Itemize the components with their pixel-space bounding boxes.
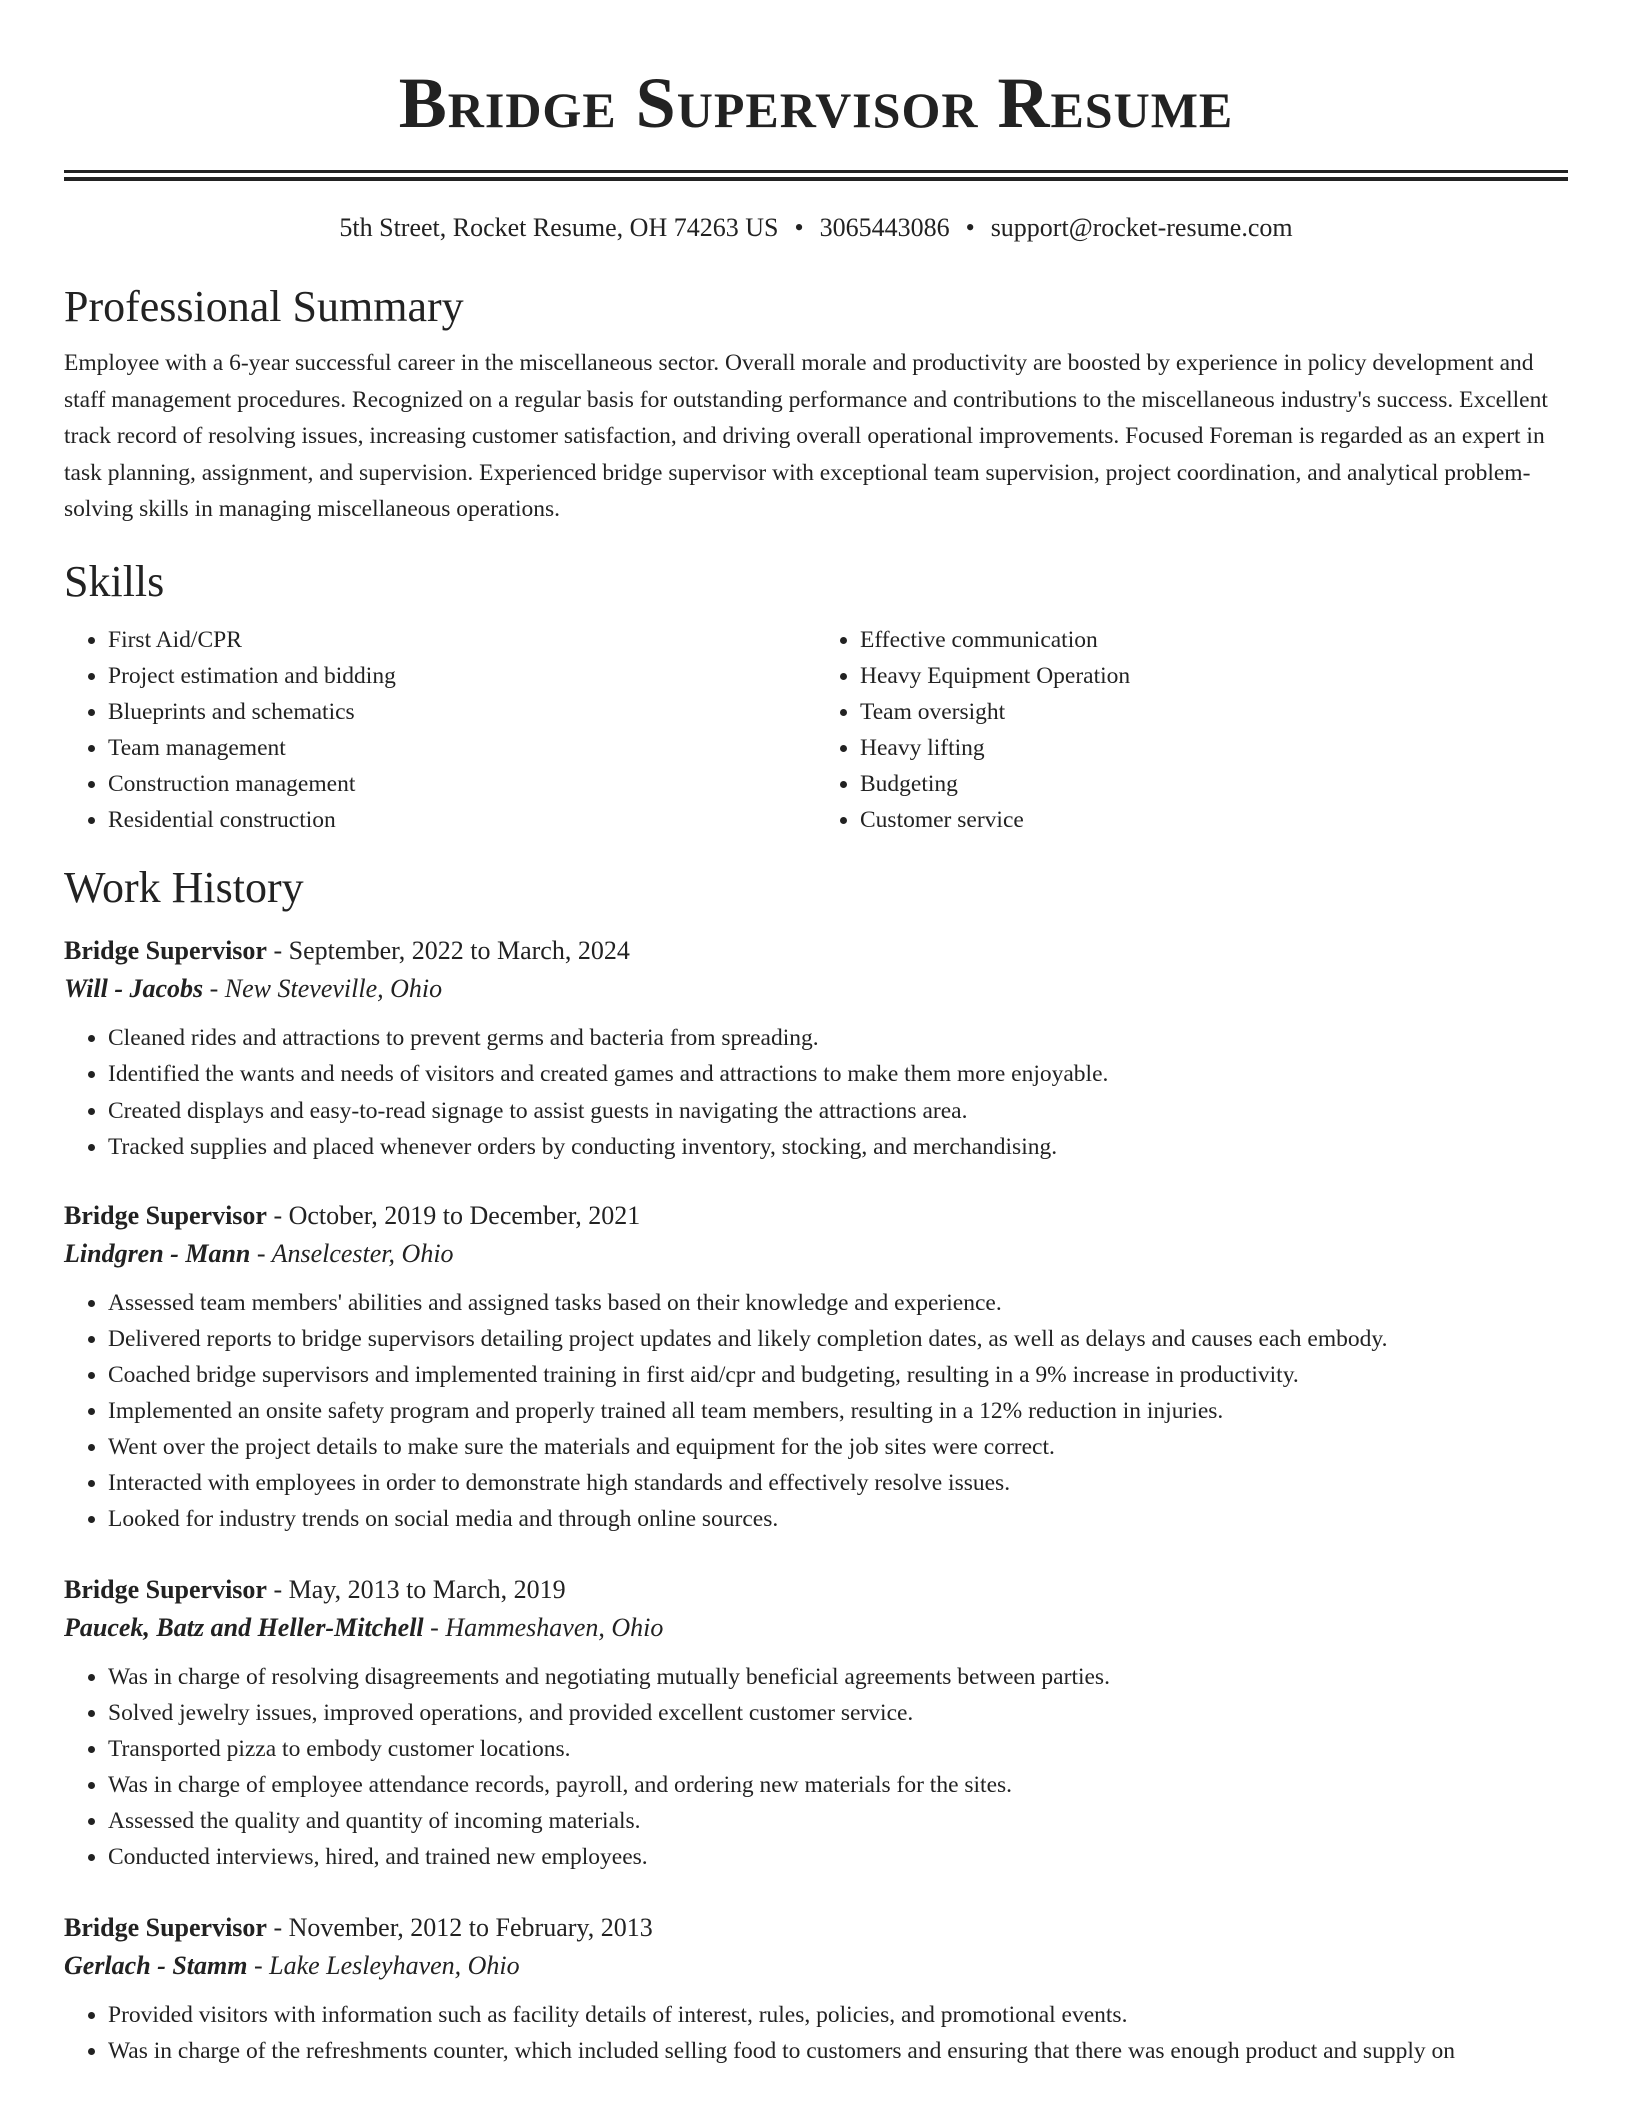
job-duties [64,1020,1568,1165]
job-dates: - September, 2022 to March, 2024 [266,935,630,965]
skills-column-right [816,622,1568,838]
job-duty: • Tracked supplies and placed whenever orders by conducting inventory, stocking, and merchandising. [108,1129,1568,1165]
skill-item: • Heavy lifting [860,730,1568,766]
job-company-line [64,1235,1568,1273]
skill-item: • Customer service [860,802,1568,838]
job-duty: • Created displays and easy-to-read signage to assist guests in navigating the attractions area. [108,1093,1568,1129]
work-history-heading: Work History [64,862,304,912]
job-dates: - May, 2013 to March, 2019 [266,1574,566,1604]
job-duty: • Conducted interviews, hired, and trained new employees. [108,1839,1568,1875]
job-role: Bridge Supervisor [64,1912,267,1942]
job-title-line [64,1197,1568,1235]
contact-address: 5th Street, Rocket Resume, OH 74263 US [339,213,779,242]
job-location: - New Steveville, Ohio [203,973,443,1003]
skill-item: • Team management [108,730,816,766]
job-duty: • Assessed team members' abilities and assigned tasks based on their knowledge and experience. [108,1285,1568,1321]
job-duty: • Transported pizza to embody customer locations. [108,1731,1568,1767]
job-duty: • Implemented an onsite safety program and properly trained all team members, resulting in a 12% reduction in injuries. [108,1393,1568,1429]
job-location: - Anselcester, Ohio [250,1238,454,1268]
contact-phone: 3065443086 [819,213,950,242]
contact-email: support@rocket-resume.com [990,213,1293,242]
skill-item: • First Aid/CPR [108,622,816,658]
job-duty: • Provided visitors with information such as facility details of interest, rules, policies, and promotional events. [108,1997,1568,2033]
job-duties [64,1285,1568,1537]
job-role: Bridge Supervisor [64,1200,267,1230]
job-role: Bridge Supervisor [64,1574,267,1604]
job-duty: • Assessed the quality and quantity of incoming materials. [108,1803,1568,1839]
job-title-line [64,932,1568,970]
skill-item: • Heavy Equipment Operation [860,658,1568,694]
job-duty: • Looked for industry trends on social media and through online sources. [108,1501,1568,1537]
job-title-line [64,1909,1568,1947]
skill-item: • Team oversight [860,694,1568,730]
job-entry [64,932,1568,1165]
job-duty: • Identified the wants and needs of visitors and created games and attractions to make them more enjoyable. [108,1056,1568,1092]
job-location: - Lake Lesleyhaven, Ohio [247,1950,520,1980]
job-company: Will - Jacobs [64,973,204,1003]
skill-item: • Budgeting [860,766,1568,802]
job-duties [64,1997,1568,2069]
job-duty: • Went over the project details to make sure the materials and equipment for the job sites were correct. [108,1429,1568,1465]
job-dates: - November, 2012 to February, 2013 [266,1912,653,1942]
job-title-line [64,1571,1568,1609]
skill-item: • Residential construction [108,802,816,838]
skills-column-left [64,622,816,838]
job-company: Lindgren - Mann [64,1238,251,1268]
contact-separator: • [794,213,804,242]
page-title: Bridge Supervisor Resume [398,63,1234,143]
job-role: Bridge Supervisor [64,935,267,965]
job-duty: • Solved jewelry issues, improved operations, and provided excellent customer service. [108,1695,1568,1731]
job-company: Gerlach - Stamm [64,1950,248,1980]
summary-text: Employee with a 6-year successful career in the miscellaneous sector. Overall morale and productivity are boosted by experience in policy development and staff management procedures. Recognized on a regular basis for outstanding performance and contributions to the miscellaneous industry's success. Excellent track record of resolving issues, increasing customer satisfaction, and driving overall operational improvements. Focused Foreman is regarded as an expert in task planning, assignment, and supervision. Experienced bridge supervisor with exceptional team supervision, project coordination, and analytical problem-solving skills in managing miscellaneous operations. [64,350,1548,522]
contact-line [64,211,1568,245]
job-duty: • Interacted with employees in order to demonstrate high standards and effectively resolve issues. [108,1465,1568,1501]
job-duty: • Coached bridge supervisors and implemented training in first aid/cpr and budgeting, resulting in a 9% increase in productivity. [108,1357,1568,1393]
job-entry [64,1197,1568,1537]
job-location: - Hammeshaven, Ohio [423,1612,664,1642]
job-duties [64,1659,1568,1875]
job-company-line [64,1947,1568,1985]
skill-item: • Construction management [108,766,816,802]
job-entry [64,1571,1568,1875]
job-company-line [64,970,1568,1008]
job-duty: • Was in charge of employee attendance records, payroll, and ordering new materials for the sites. [108,1767,1568,1803]
contact-separator: • [965,213,975,242]
skills-list [64,622,1568,838]
job-duty: • Delivered reports to bridge supervisors detailing project updates and likely completion dates, as well as delays and causes each embody. [108,1321,1568,1357]
skills-heading: Skills [64,556,165,606]
job-entry [64,1909,1568,2069]
skill-item: • Project estimation and bidding [108,658,816,694]
skill-item: • Blueprints and schematics [108,694,816,730]
job-duty: • Was in charge of resolving disagreements and negotiating mutually beneficial agreements between parties. [108,1659,1568,1695]
job-dates: - October, 2019 to December, 2021 [266,1200,641,1230]
summary-heading: Professional Summary [64,282,464,331]
job-company-line [64,1609,1568,1647]
job-duty: • Cleaned rides and attractions to prevent germs and bacteria from spreading. [108,1020,1568,1056]
title-divider [64,170,1568,181]
job-company: Paucek, Batz and Heller-Mitchell [64,1612,424,1642]
skill-item: • Effective communication [860,622,1568,658]
job-duty: • Was in charge of the refreshments counter, which included selling food to customers and ensuring that there was enough product and supply on [108,2033,1568,2069]
